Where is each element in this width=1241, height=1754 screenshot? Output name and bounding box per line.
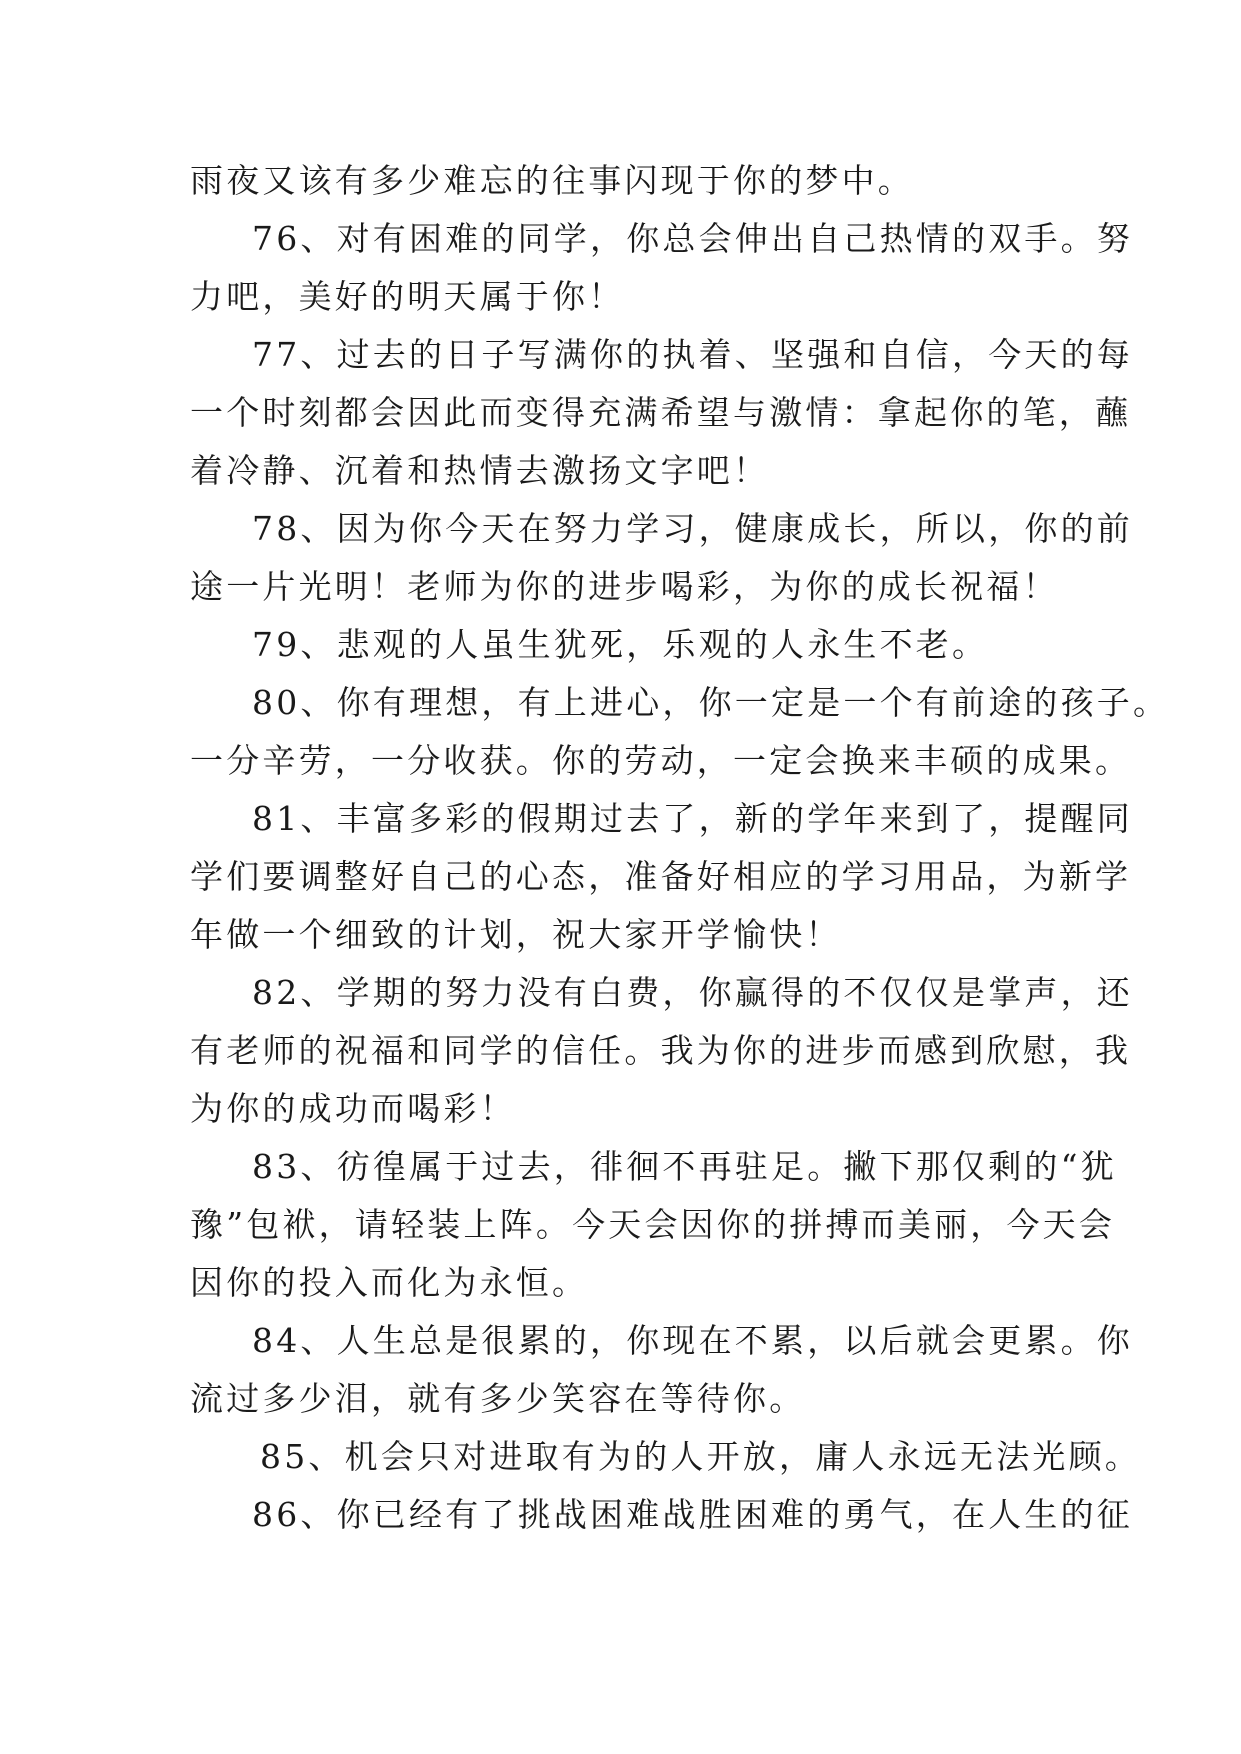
paragraph-83-start: 83、彷徨属于过去，徘徊不再驻足。撇下那仅剩的“犹 — [252, 1147, 1117, 1186]
text-line: 年做一个细致的计划，祝大家开学愉快！ — [190, 915, 842, 954]
paragraph-85-start: 85、机会只对进取有为的人开放，庸人永远无法光顾。 — [260, 1437, 1141, 1476]
text-line: 有老师的祝福和同学的信任。我为你的进步而感到欣慰，我 — [190, 1031, 1132, 1070]
paragraph-84-start: 84、人生总是很累的，你现在不累，以后就会更累。你 — [252, 1321, 1133, 1360]
text-line: 雨夜又该有多少难忘的往事闪现于你的梦中。 — [190, 161, 914, 200]
text-line: 因你的投入而化为永恒。 — [190, 1263, 589, 1302]
text-line: 一个时刻都会因此而变得充满希望与激情：拿起你的笔，蘸 — [190, 393, 1132, 432]
document-body — [190, 152, 1170, 1544]
paragraph-78-start: 78、因为你今天在努力学习，健康成长，所以，你的前 — [252, 509, 1133, 548]
paragraph-77-start: 77、过去的日子写满你的执着、坚强和自信，今天的每 — [252, 335, 1133, 374]
text-line: 豫”包袱，请轻装上阵。今天会因你的拼搏而美丽，今天会 — [190, 1205, 1116, 1244]
paragraph-80-start: 80、你有理想，有上进心，你一定是一个有前途的孩子。 — [252, 683, 1170, 722]
paragraph-76-start: 76、对有困难的同学，你总会伸出自己热情的双手。努 — [252, 219, 1133, 258]
paragraph-82-start: 82、学期的努力没有白费，你赢得的不仅仅是掌声，还 — [252, 973, 1133, 1012]
paragraph-79-start: 79、悲观的人虽生犹死，乐观的人永生不老。 — [252, 625, 989, 664]
text-line: 着冷静、沉着和热情去激扬文字吧！ — [190, 451, 770, 490]
paragraph-86-start: 86、你已经有了挑战困难战胜困难的勇气，在人生的征 — [252, 1495, 1133, 1534]
text-line: 流过多少泪，就有多少笑容在等待你。 — [190, 1379, 806, 1418]
text-line: 为你的成功而喝彩！ — [190, 1089, 516, 1128]
text-line: 学们要调整好自己的心态，准备好相应的学习用品，为新学 — [190, 857, 1132, 896]
text-line: 途一片光明！老师为你的进步喝彩，为你的成长祝福！ — [190, 567, 1059, 606]
text-line: 一分辛劳，一分收获。你的劳动，一定会换来丰硕的成果。 — [190, 741, 1132, 780]
paragraph-81-start: 81、丰富多彩的假期过去了，新的学年来到了，提醒同 — [252, 799, 1133, 838]
text-line: 力吧，美好的明天属于你！ — [190, 277, 625, 316]
